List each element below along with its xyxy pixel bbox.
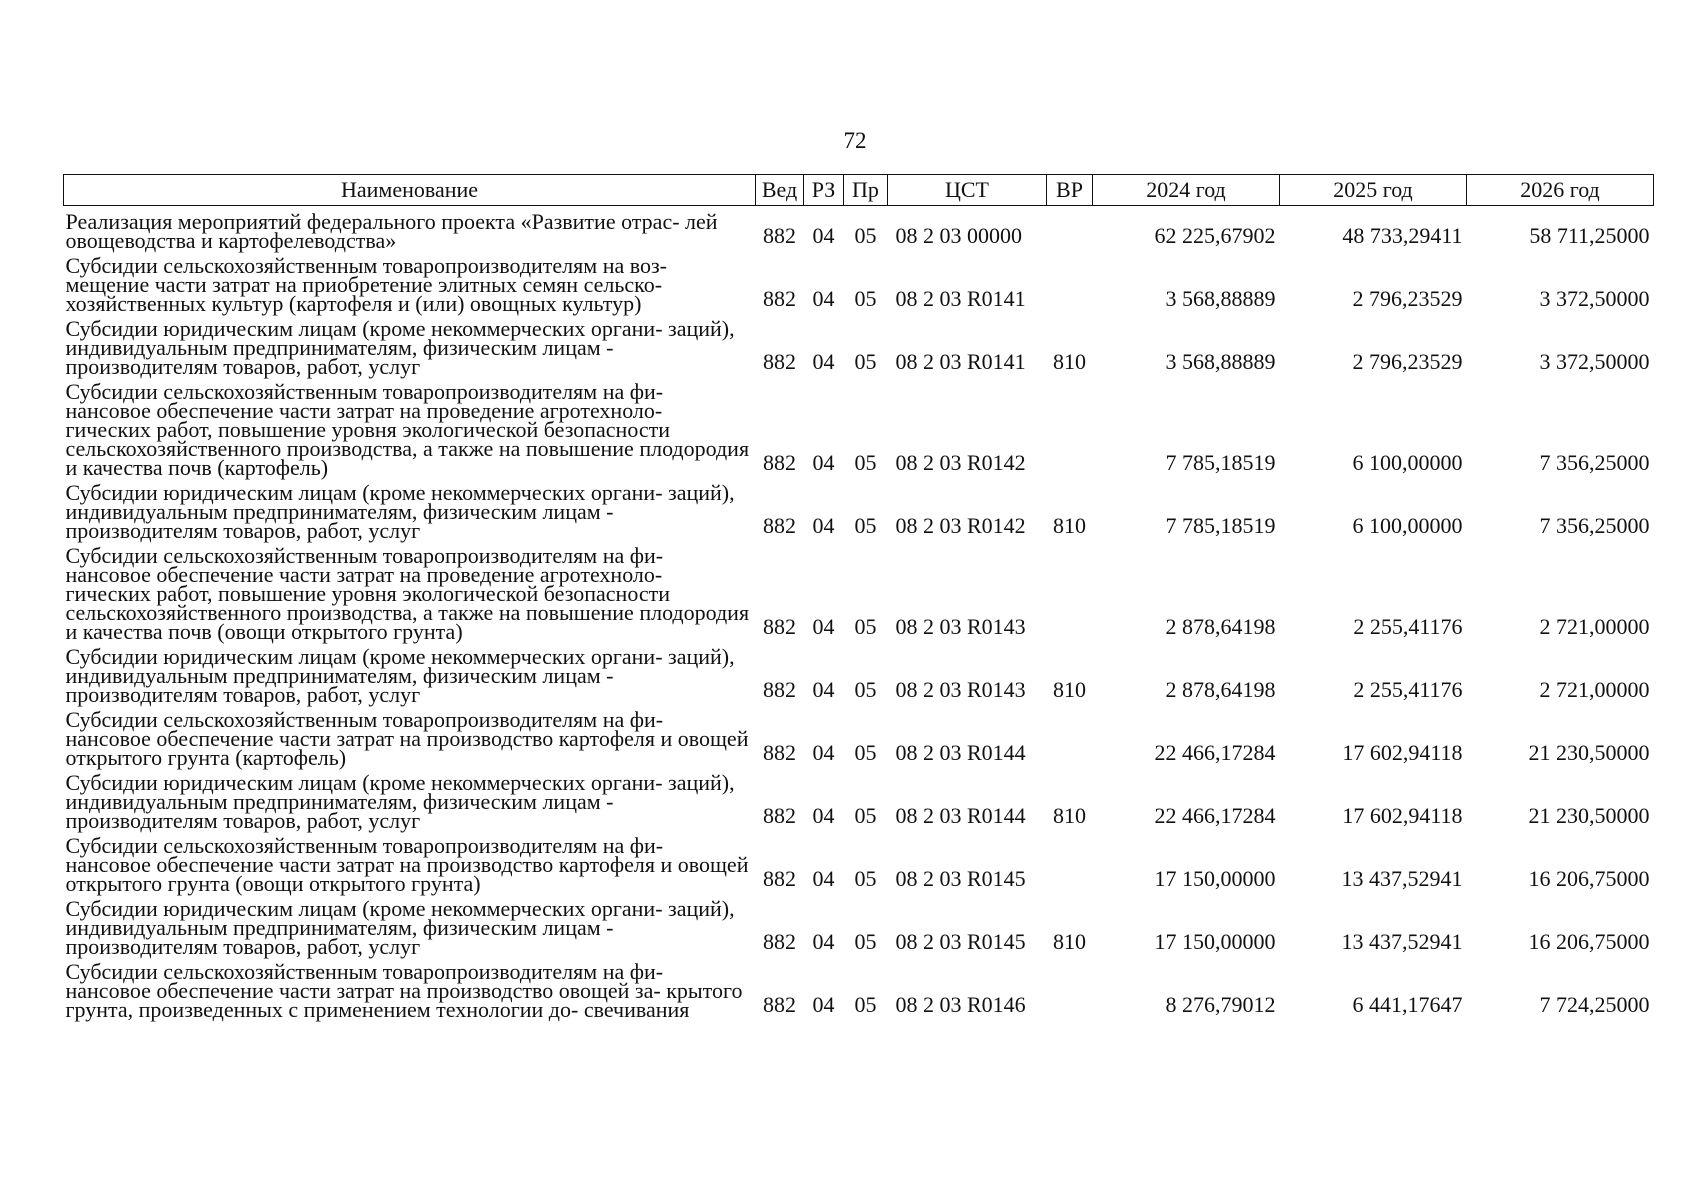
header-2026: 2026 год	[1467, 175, 1654, 206]
cell-name: Субсидии юридическим лицам (кроме некоммерческих органи- заций), индивидуальным предпринимателям, физическим лицам - производителям товаров, работ, услуг	[65, 316, 735, 379]
table-row	[64, 313, 1654, 376]
cell-vr	[1047, 376, 1093, 477]
cell-rz: 04	[812, 929, 835, 954]
table-row	[64, 206, 1654, 251]
cell-ved: 882	[763, 677, 796, 702]
cell-2024: 2 878,64198	[1165, 614, 1276, 639]
cell-2024: 22 466,17284	[1154, 803, 1276, 828]
cell-2025: 17 602,94118	[1342, 803, 1463, 828]
header-name: Наименование	[64, 175, 756, 206]
cell-2026: 2 721,00000	[1539, 614, 1650, 639]
cell-2026: 16 206,75000	[1528, 866, 1650, 891]
table-body	[64, 206, 1654, 1020]
cell-cst: 08 2 03 R0142	[895, 513, 1026, 538]
cell-ved: 882	[763, 866, 796, 891]
header-rz: РЗ	[804, 175, 844, 206]
cell-pr: 05	[854, 614, 877, 639]
cell-vr	[1047, 206, 1093, 251]
cell-2026: 3 372,50000	[1539, 349, 1650, 374]
cell-rz: 04	[812, 513, 835, 538]
cell-vr	[1047, 704, 1093, 767]
cell-ved: 882	[763, 929, 796, 954]
table-row	[64, 250, 1654, 313]
cell-ved: 882	[763, 223, 796, 248]
cell-2025: 13 437,52941	[1341, 866, 1463, 891]
cell-2024: 17 150,00000	[1154, 929, 1276, 954]
table-row	[64, 956, 1654, 1019]
cell-pr: 05	[854, 513, 877, 538]
cell-ved: 882	[763, 286, 796, 311]
cell-rz: 04	[812, 866, 835, 891]
cell-ved: 882	[763, 513, 796, 538]
cell-2024: 7 785,18519	[1165, 450, 1276, 475]
header-2024: 2024 год	[1093, 175, 1280, 206]
cell-2026: 7 724,25000	[1539, 992, 1650, 1017]
cell-pr: 05	[854, 677, 877, 702]
cell-2026: 21 230,50000	[1528, 803, 1650, 828]
cell-2025: 13 437,52941	[1341, 929, 1463, 954]
cell-vr: 810	[1053, 677, 1086, 702]
cell-vr	[1047, 540, 1093, 641]
cell-cst: 08 2 03 R0143	[895, 614, 1026, 639]
cell-name: Субсидии сельскохозяйственным товаропроизводителям на фи- нансовое обеспечение части затрат на производство овощей за- крытого грунта, произведенных с применением технологии до- свечивания	[65, 959, 743, 1022]
cell-2026: 7 356,25000	[1539, 513, 1650, 538]
cell-2026: 21 230,50000	[1528, 740, 1650, 765]
cell-name: Субсидии сельскохозяйственным товаропроизводителям на воз- мещение части затрат на приобретение элитных семян сельско- хозяйственных культур (картофеля и (или) овощных культур)	[65, 253, 667, 316]
cell-name: Субсидии юридическим лицам (кроме некоммерческих органи- заций), индивидуальным предпринимателям, физическим лицам - производителям товаров, работ, услуг	[65, 896, 735, 959]
cell-pr: 05	[854, 866, 877, 891]
header-vr: ВР	[1047, 175, 1093, 206]
cell-rz: 04	[812, 223, 835, 248]
table-row	[64, 830, 1654, 893]
cell-rz: 04	[812, 286, 835, 311]
cell-ved: 882	[763, 614, 796, 639]
cell-pr: 05	[854, 223, 877, 248]
cell-name: Субсидии юридическим лицам (кроме некоммерческих органи- заций), индивидуальным предпринимателям, физическим лицам - производителям товаров, работ, услуг	[65, 770, 735, 833]
cell-cst: 08 2 03 R0145	[895, 866, 1026, 891]
cell-name: Субсидии сельскохозяйственным товаропроизводителям на фи- нансовое обеспечение части затрат на проведение агротехноло- гических работ, повышение уровня экологической безопасности сельскохозяйственного производства, а также на повышение плодородия и качества почв (овощи открытого грунта)	[65, 543, 750, 644]
cell-name: Субсидии сельскохозяйственным товаропроизводителям на фи- нансовое обеспечение части затрат на производство картофеля и овощей открытого грунта (овощи открытого грунта)	[65, 833, 749, 896]
header-cst: ЦСТ	[888, 175, 1047, 206]
cell-cst: 08 2 03 R0141	[895, 286, 1026, 311]
cell-2025: 6 441,17647	[1352, 992, 1463, 1017]
table-row	[64, 477, 1654, 540]
cell-name: Субсидии сельскохозяйственным товаропроизводителям на фи- нансовое обеспечение части затрат на проведение агротехноло- гических работ, повышение уровня экологической безопасности сельскохозяйственного производства, а также на повышение плодородия и качества почв (картофель)	[65, 379, 750, 480]
table-row	[64, 767, 1654, 830]
cell-vr: 810	[1053, 929, 1086, 954]
cell-2026: 7 356,25000	[1539, 450, 1650, 475]
cell-2025: 2 796,23529	[1352, 286, 1463, 311]
table-row	[64, 641, 1654, 704]
cell-2026: 2 721,00000	[1539, 677, 1650, 702]
cell-pr: 05	[854, 992, 877, 1017]
cell-pr: 05	[854, 929, 877, 954]
cell-2024: 22 466,17284	[1154, 740, 1276, 765]
cell-vr	[1047, 956, 1093, 1019]
cell-2026: 58 711,25000	[1529, 223, 1650, 248]
header-ved: Вед	[756, 175, 804, 206]
cell-rz: 04	[812, 992, 835, 1017]
cell-2025: 2 796,23529	[1352, 349, 1463, 374]
cell-ved: 882	[763, 349, 796, 374]
cell-rz: 04	[812, 450, 835, 475]
cell-cst: 08 2 03 R0142	[895, 450, 1026, 475]
cell-2025: 2 255,41176	[1353, 677, 1463, 702]
cell-ved: 882	[763, 450, 796, 475]
cell-2024: 2 878,64198	[1165, 677, 1276, 702]
cell-2025: 6 100,00000	[1352, 450, 1463, 475]
cell-pr: 05	[854, 286, 877, 311]
cell-vr: 810	[1053, 349, 1086, 374]
cell-2024: 8 276,79012	[1165, 992, 1276, 1017]
cell-rz: 04	[812, 803, 835, 828]
cell-cst: 08 2 03 R0144	[895, 740, 1026, 765]
table-row	[64, 893, 1654, 956]
cell-ved: 882	[763, 803, 796, 828]
cell-pr: 05	[854, 740, 877, 765]
cell-cst: 08 2 03 R0141	[895, 349, 1026, 374]
cell-2026: 3 372,50000	[1539, 286, 1650, 311]
header-2025: 2025 год	[1280, 175, 1467, 206]
cell-rz: 04	[812, 614, 835, 639]
cell-vr	[1047, 250, 1093, 313]
cell-cst: 08 2 03 R0145	[895, 929, 1026, 954]
cell-cst: 08 2 03 R0144	[895, 803, 1026, 828]
cell-2024: 3 568,88889	[1165, 286, 1276, 311]
table-row	[64, 376, 1654, 477]
cell-2024: 62 225,67902	[1154, 223, 1276, 248]
cell-2025: 48 733,29411	[1342, 223, 1463, 248]
cell-name: Субсидии юридическим лицам (кроме некоммерческих органи- заций), индивидуальным предпринимателям, физическим лицам - производителям товаров, работ, услуг	[65, 480, 735, 543]
cell-2025: 2 255,41176	[1353, 614, 1463, 639]
cell-rz: 04	[812, 349, 835, 374]
cell-pr: 05	[854, 349, 877, 374]
cell-name: Субсидии юридическим лицам (кроме некоммерческих органи- заций), индивидуальным предпринимателям, физическим лицам - производителям товаров, работ, услуг	[65, 644, 735, 707]
cell-pr: 05	[854, 803, 877, 828]
cell-rz: 04	[812, 677, 835, 702]
cell-name: Реализация мероприятий федерального проекта «Развитие отрас- лей овощеводства и картофелеводства»	[65, 209, 718, 253]
cell-ved: 882	[763, 992, 796, 1017]
cell-2026: 16 206,75000	[1528, 929, 1650, 954]
cell-2024: 3 568,88889	[1165, 349, 1276, 374]
cell-ved: 882	[763, 740, 796, 765]
header-pr: Пр	[844, 175, 888, 206]
cell-cst: 08 2 03 R0143	[895, 677, 1026, 702]
cell-vr: 810	[1053, 513, 1086, 538]
table-row	[64, 540, 1654, 641]
cell-vr	[1047, 830, 1093, 893]
cell-cst: 08 2 03 R0146	[895, 992, 1026, 1017]
page-number: 72	[843, 128, 867, 153]
cell-rz: 04	[812, 740, 835, 765]
cell-2024: 7 785,18519	[1165, 513, 1276, 538]
cell-vr: 810	[1053, 803, 1086, 828]
budget-table	[63, 174, 1654, 1022]
table-header	[64, 175, 1654, 206]
table-row	[64, 704, 1654, 767]
cell-name: Субсидии сельскохозяйственным товаропроизводителям на фи- нансовое обеспечение части затрат на производство картофеля и овощей открытого грунта (картофель)	[65, 707, 749, 770]
cell-2024: 17 150,00000	[1154, 866, 1276, 891]
cell-cst: 08 2 03 00000	[895, 223, 1022, 248]
cell-2025: 6 100,00000	[1352, 513, 1463, 538]
cell-pr: 05	[854, 450, 877, 475]
cell-2025: 17 602,94118	[1342, 740, 1463, 765]
